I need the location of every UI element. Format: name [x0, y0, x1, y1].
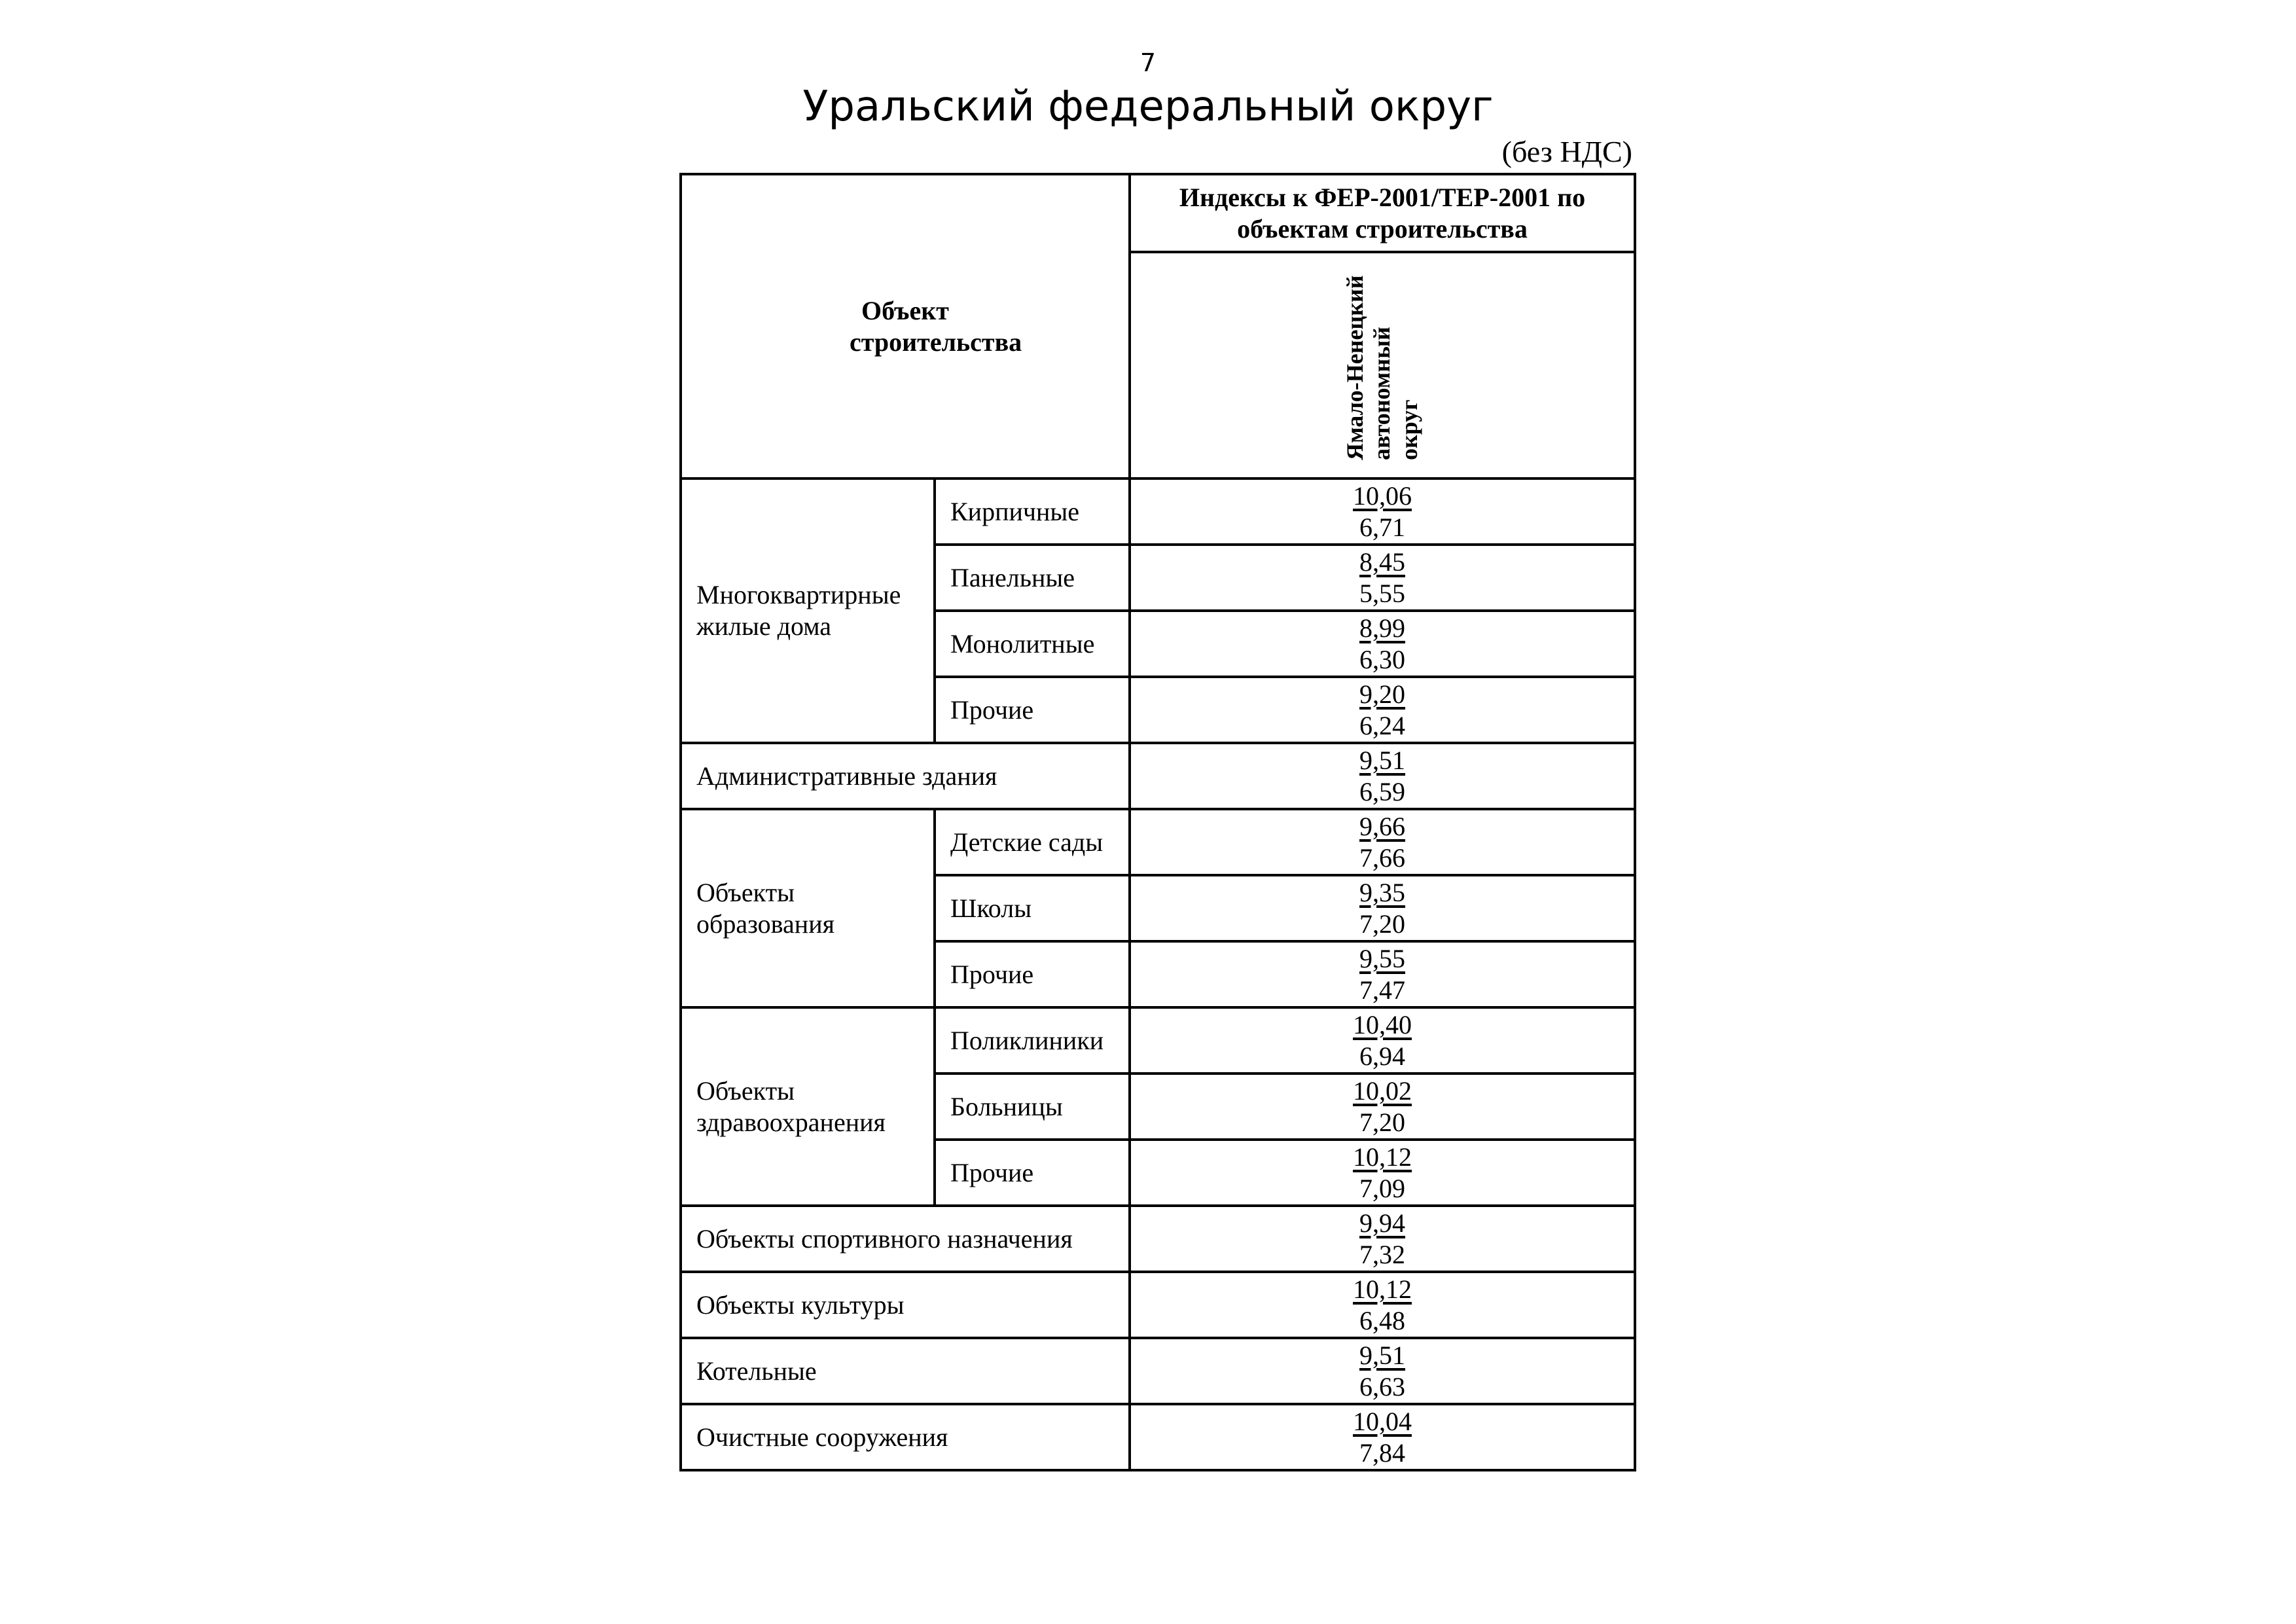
value-numerator: 10,12: [1353, 1274, 1412, 1304]
value-numerator: 10,04: [1353, 1406, 1412, 1436]
value-denominator: 6,30: [1359, 644, 1405, 674]
row-value: [1130, 611, 1635, 677]
header-index-text: Индексы к ФЕР-2001/ТЕР-2001 по объектам строительства: [1179, 182, 1586, 244]
value-numerator: 9,94: [1359, 1208, 1405, 1238]
group-label-education: Объекты образования: [681, 809, 935, 1007]
row-label: Прочие: [935, 1140, 1130, 1206]
value-numerator: 9,51: [1359, 1340, 1405, 1370]
value-denominator: 7,09: [1359, 1173, 1405, 1203]
row-value: [1130, 941, 1635, 1007]
value-numerator: 8,45: [1359, 547, 1405, 577]
header-object-text: Объект строительства: [850, 295, 1022, 357]
value-denominator: 6,59: [1359, 776, 1405, 806]
value-denominator: 6,24: [1359, 710, 1405, 740]
header-object: [681, 174, 1130, 478]
value-denominator: 7,20: [1359, 909, 1405, 939]
row-value: [1130, 743, 1635, 809]
group-label-apartments: Многоквартирные жилые дома: [681, 478, 935, 743]
value-numerator: 9,55: [1359, 943, 1405, 973]
row-label-sports: Объекты спортивного назначения: [681, 1206, 1130, 1272]
header-index: [1130, 174, 1635, 252]
row-value: [1130, 677, 1635, 743]
value-denominator: 7,47: [1359, 975, 1405, 1005]
row-label: Детские сады: [935, 809, 1130, 875]
vat-note: (без НДС): [1501, 135, 1632, 168]
row-label: Прочие: [935, 677, 1130, 743]
value-numerator: 9,20: [1359, 679, 1405, 709]
value-numerator: 10,06: [1353, 480, 1412, 511]
row-value: [1130, 809, 1635, 875]
value-numerator: 8,99: [1359, 613, 1405, 643]
row-label-treatment: Очистные сооружения: [681, 1404, 1130, 1470]
row-value: [1130, 875, 1635, 941]
row-label: Школы: [935, 875, 1130, 941]
row-value: [1130, 545, 1635, 611]
row-label: Панельные: [935, 545, 1130, 611]
row-value: [1130, 1206, 1635, 1272]
value-denominator: 7,32: [1359, 1239, 1405, 1269]
index-table: [679, 173, 1636, 1471]
value-denominator: 7,84: [1359, 1437, 1405, 1468]
value-denominator: 7,20: [1359, 1107, 1405, 1137]
value-denominator: 6,48: [1359, 1305, 1405, 1335]
row-label-boilers: Котельные: [681, 1338, 1130, 1404]
row-value: [1130, 1007, 1635, 1074]
row-value: [1130, 478, 1635, 545]
value-denominator: 6,63: [1359, 1371, 1405, 1401]
value-numerator: 10,40: [1353, 1009, 1412, 1039]
value-numerator: 9,66: [1359, 811, 1405, 841]
row-value: [1130, 1272, 1635, 1338]
value-numerator: 10,12: [1353, 1142, 1412, 1172]
row-label: Прочие: [935, 941, 1130, 1007]
row-label: Кирпичные: [935, 478, 1130, 545]
value-numerator: 9,35: [1359, 877, 1405, 907]
row-label-culture: Объекты культуры: [681, 1272, 1130, 1338]
value-denominator: 6,71: [1359, 512, 1405, 542]
value-numerator: 10,02: [1353, 1075, 1412, 1106]
group-label-healthcare: Объекты здравоохранения: [681, 1007, 935, 1206]
row-label-admin: Административные здания: [681, 743, 1130, 809]
row-value: [1130, 1140, 1635, 1206]
page-title: Уральский федеральный округ: [802, 82, 1494, 131]
header-region-text: Ямало-Ненецкий автономный округ: [1341, 275, 1422, 460]
value-denominator: 6,94: [1359, 1041, 1405, 1071]
row-value: [1130, 1074, 1635, 1140]
row-label: Монолитные: [935, 611, 1130, 677]
value-numerator: 9,51: [1359, 745, 1405, 775]
row-label: Больницы: [935, 1074, 1130, 1140]
value-denominator: 5,55: [1359, 578, 1405, 608]
row-value: [1130, 1404, 1635, 1470]
value-denominator: 7,66: [1359, 842, 1405, 873]
row-label: Поликлиники: [935, 1007, 1130, 1074]
page-number: 7: [1139, 48, 1157, 77]
header-region: [1130, 252, 1635, 478]
row-value: [1130, 1338, 1635, 1404]
